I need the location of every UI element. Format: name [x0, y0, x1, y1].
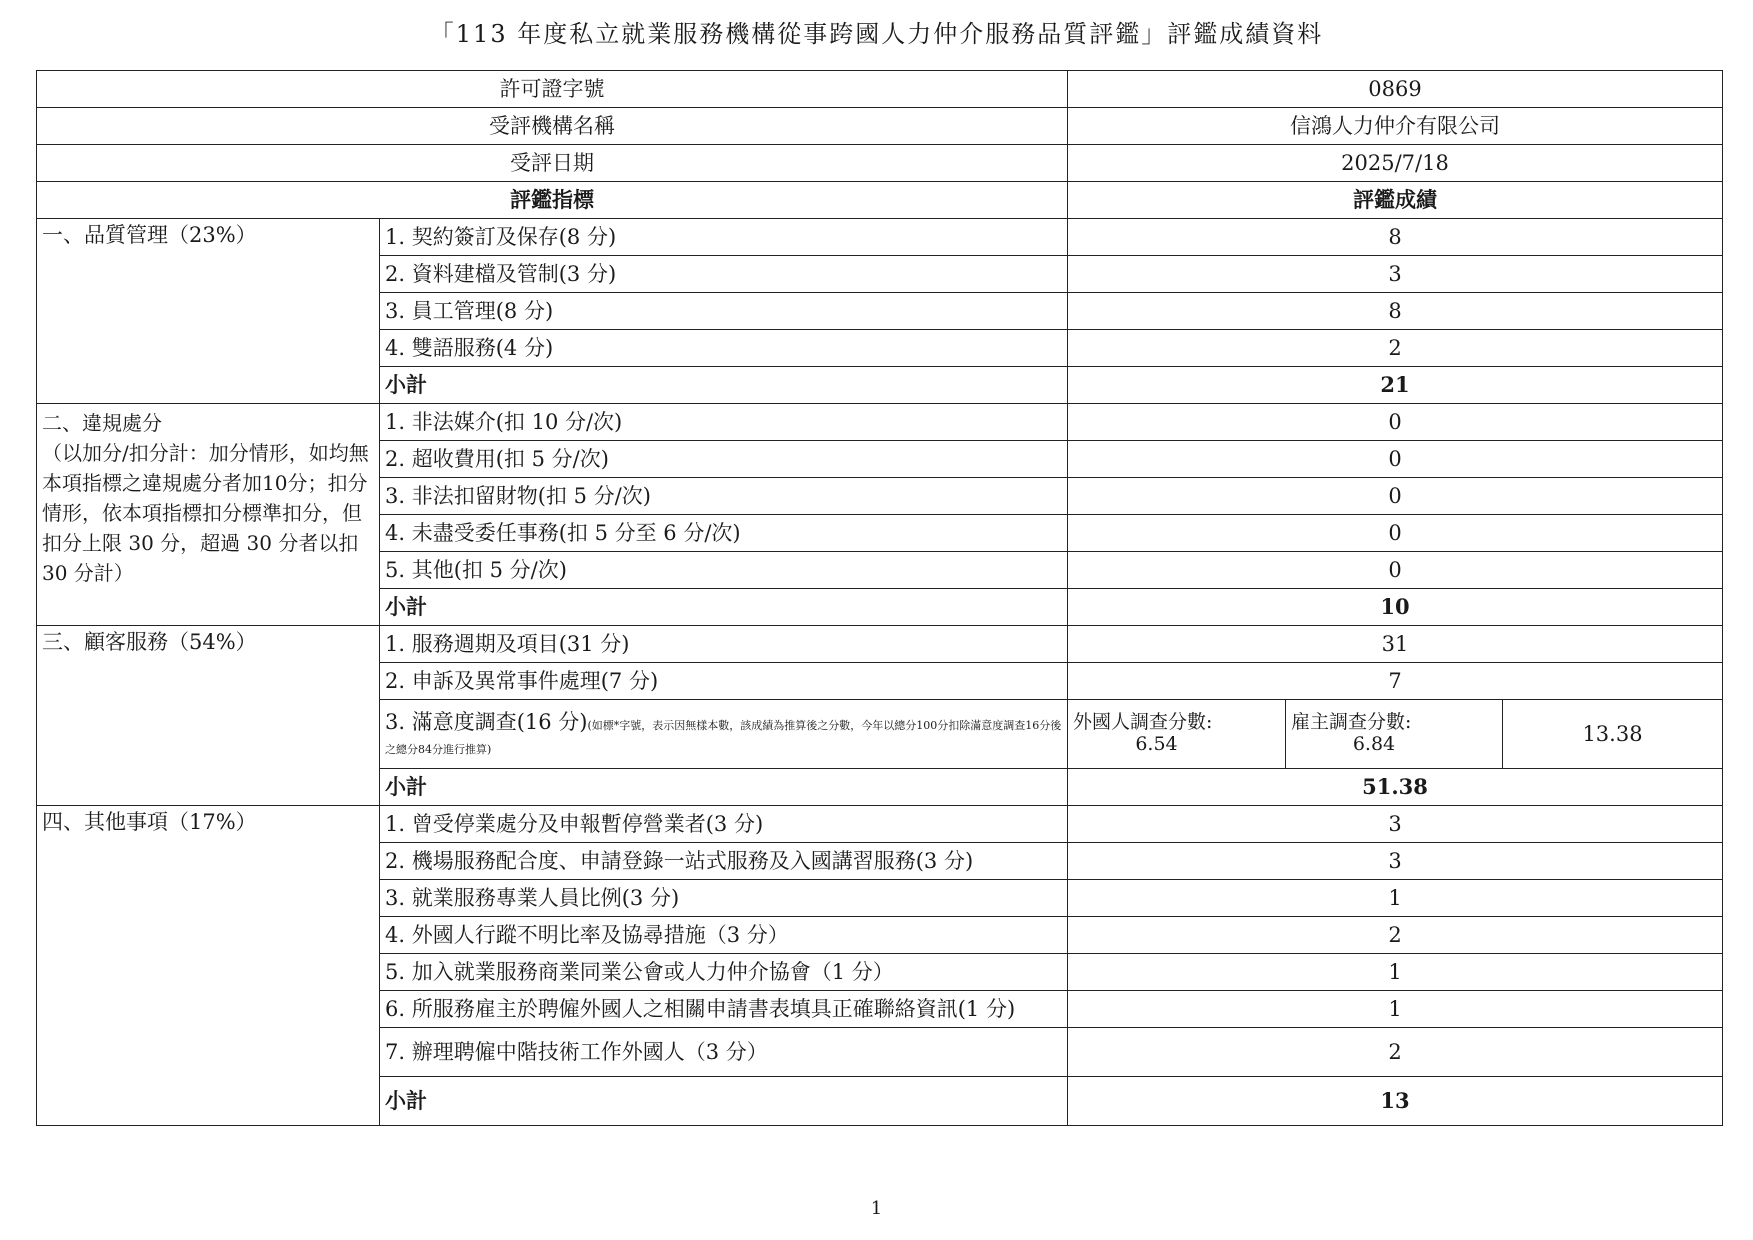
indicator-score: 3 [1068, 806, 1723, 843]
indicator-score: 2 [1068, 917, 1723, 954]
indicator-label: 4. 未盡受委任事務(扣 5 分至 6 分/次) [380, 515, 1068, 552]
indicator-label: 3. 員工管理(8 分) [380, 293, 1068, 330]
indicator-score: 2 [1068, 1028, 1723, 1077]
indicator-score: 1 [1068, 954, 1723, 991]
indicator-score: 0 [1068, 515, 1723, 552]
subtotal-value: 21 [1068, 367, 1723, 404]
indicator-header: 評鑑指標 [37, 182, 1068, 219]
employer-survey-value: 6.84 [1352, 733, 1396, 755]
indicator-label: 5. 加入就業服務商業同業公會或人力仲介協會（1 分） [380, 954, 1068, 991]
indicator-score: 1 [1068, 880, 1723, 917]
indicator-label: 4. 雙語服務(4 分) [380, 330, 1068, 367]
date-value: 2025/7/18 [1068, 145, 1723, 182]
employer-survey-cell [1286, 700, 1503, 769]
satisfaction-indicator [380, 700, 1068, 769]
indicator-label: 2. 超收費用(扣 5 分/次) [380, 441, 1068, 478]
indicator-score: 8 [1068, 293, 1723, 330]
org-label: 受評機構名稱 [37, 108, 1068, 145]
indicator-label: 3. 就業服務專業人員比例(3 分) [380, 880, 1068, 917]
indicator-score: 0 [1068, 478, 1723, 515]
section-violation-penalty [37, 404, 380, 626]
subtotal-value: 10 [1068, 589, 1723, 626]
subtotal-label: 小計 [380, 769, 1068, 806]
foreign-survey-label: 外國人調查分數: [1073, 711, 1213, 734]
indicator-score: 3 [1068, 843, 1723, 880]
subtotal-value: 51.38 [1068, 769, 1723, 806]
section-other-matters: 四、其他事項（17%） [37, 806, 380, 1126]
indicator-label: 1. 非法媒介(扣 10 分/次) [380, 404, 1068, 441]
indicator-score: 7 [1068, 663, 1723, 700]
table-row [37, 626, 1723, 663]
license-value: 0869 [1068, 71, 1723, 108]
subtotal-value: 13 [1068, 1077, 1723, 1126]
indicator-label: 1. 曾受停業處分及申報暫停營業者(3 分) [380, 806, 1068, 843]
indicator-label: 2. 機場服務配合度、申請登錄一站式服務及入國講習服務(3 分) [380, 843, 1068, 880]
satisfaction-label: 3. 滿意度調查(16 分) [385, 709, 588, 734]
table-row [37, 806, 1723, 843]
employer-survey-label: 雇主調查分數: [1291, 711, 1412, 734]
indicator-score: 2 [1068, 330, 1723, 367]
indicator-score: 8 [1068, 219, 1723, 256]
org-row [37, 108, 1723, 145]
satisfaction-total: 13.38 [1503, 700, 1723, 769]
indicator-label: 3. 非法扣留財物(扣 5 分/次) [380, 478, 1068, 515]
evaluation-table [36, 70, 1723, 1126]
column-header-row [37, 182, 1723, 219]
date-label: 受評日期 [37, 145, 1068, 182]
indicator-label: 2. 資料建檔及管制(3 分) [380, 256, 1068, 293]
indicator-score: 0 [1068, 441, 1723, 478]
indicator-score: 1 [1068, 991, 1723, 1028]
license-row [37, 71, 1723, 108]
section-customer-service: 三、顧客服務（54%） [37, 626, 380, 806]
indicator-score: 0 [1068, 404, 1723, 441]
satisfaction-note: (如標*字號，表示因無樣本數，該成績為推算後之分數，今年以總分100分扣除滿意度調查16分後之總分84分進行推算) [385, 718, 1062, 756]
indicator-score: 31 [1068, 626, 1723, 663]
indicator-score: 3 [1068, 256, 1723, 293]
date-row [37, 145, 1723, 182]
subtotal-label: 小計 [380, 589, 1068, 626]
score-header: 評鑑成績 [1068, 182, 1723, 219]
indicator-label: 6. 所服務雇主於聘僱外國人之相關申請書表填具正確聯絡資訊(1 分) [380, 991, 1068, 1028]
foreign-survey-value: 6.54 [1135, 733, 1178, 755]
indicator-label: 5. 其他(扣 5 分/次) [380, 552, 1068, 589]
foreign-survey-cell [1068, 700, 1286, 769]
indicator-label: 1. 契約簽訂及保存(8 分) [380, 219, 1068, 256]
indicator-label: 4. 外國人行蹤不明比率及協尋措施（3 分） [380, 917, 1068, 954]
subtotal-label: 小計 [380, 367, 1068, 404]
table-row [37, 219, 1723, 256]
section-quality-management: 一、品質管理（23%） [37, 219, 380, 404]
subtotal-label: 小計 [380, 1077, 1068, 1126]
license-label: 許可證字號 [37, 71, 1068, 108]
indicator-label: 2. 申訴及異常事件處理(7 分) [380, 663, 1068, 700]
indicator-label: 1. 服務週期及項目(31 分) [380, 626, 1068, 663]
indicator-label: 7. 辦理聘僱中階技術工作外國人（3 分） [380, 1028, 1068, 1077]
section-name: 二、違規處分 [42, 411, 162, 435]
page-number: 1 [870, 1198, 883, 1219]
org-value: 信鴻人力仲介有限公司 [1068, 108, 1723, 145]
table-row [37, 404, 1723, 441]
indicator-score: 0 [1068, 552, 1723, 589]
document-title: 「113 年度私立就業服務機構從事跨國人力仲介服務品質評鑑」評鑑成績資料 [429, 20, 1324, 48]
section-note: （以加分/扣分計：加分情形，如均無本項指標之違規處分者加10分；扣分情形，依本項指標扣分標準扣分，但扣分上限 30 分，超過 30 分者以扣 30 分計） [42, 441, 369, 585]
